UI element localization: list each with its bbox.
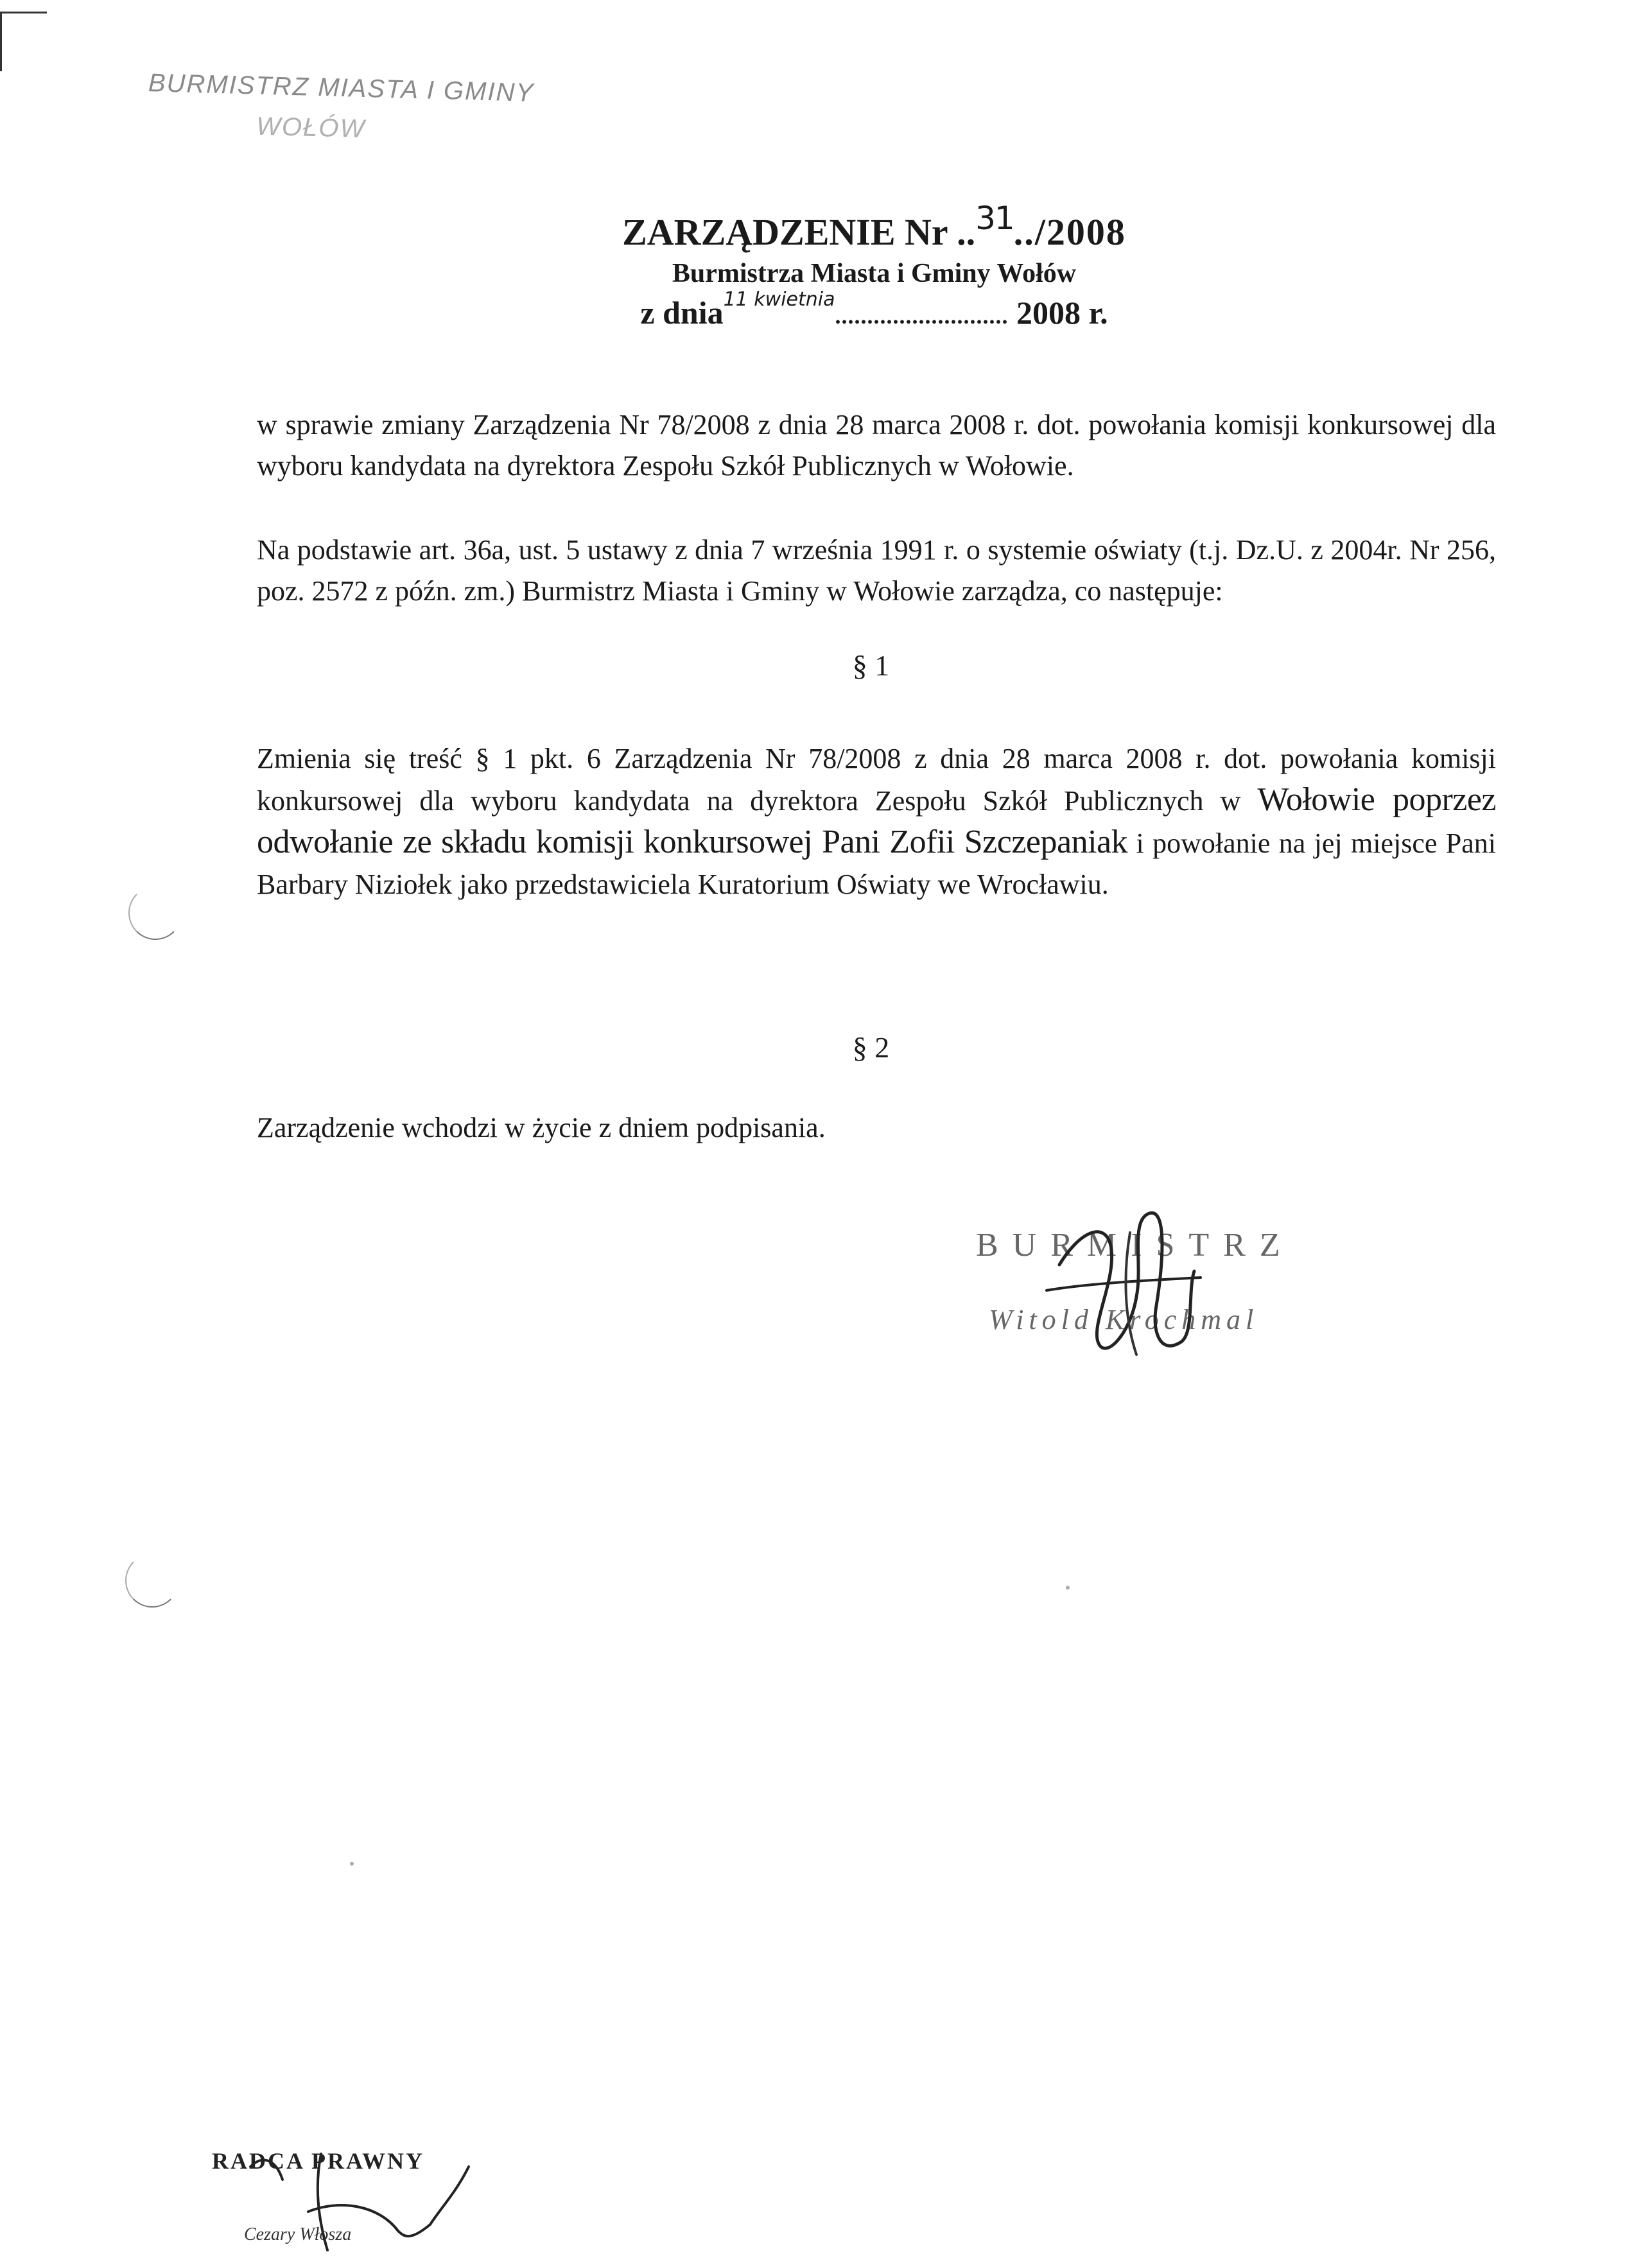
punch-hole-mark [125,1554,179,1608]
section-1-text-part1: Zmienia się treść § 1 pkt. 6 Zarządzenia Nr 78/2008 z dnia 28 marca 2008 r. dot. powołania komisji konkursowej dla wyboru kandydata na dyrektora Zespołu Szkół Publicznych w [257,743,1496,817]
section-2-heading: § 2 [852,1031,890,1064]
date-suffix: 2008 r. [1016,294,1108,331]
office-stamp-line2: WOŁÓW [256,112,366,144]
handwritten-signature [1034,1194,1226,1387]
document-date [96,288,1652,331]
section-2-paragraph: Zarządzenie wchodzi w życie z dniem podpisania. [257,1112,826,1143]
mayor-signature-block [976,1207,1335,1374]
document-title [96,200,1652,253]
signature-name: Witold Krochmal [989,1304,1259,1335]
scan-speck [1066,1586,1070,1590]
document-subtitle: Burmistrza Miasta i Gminy Wołów [672,258,1077,288]
legal-basis-paragraph: Na podstawie art. 36a, ust. 5 ustawy z dnia 7 września 1991 r. o systemie oświaty (t.j. Dz.U. z 2004r. Nr 256, poz. 2572 z późn. zm.) Burmistrz Miasta i Gminy w Wołowie zarządza, co następuje: [257,534,1496,607]
title-prefix: ZARZĄDZENIE Nr .. [622,211,976,253]
handwritten-number: 31 [975,200,1014,237]
date-prefix: z dnia [640,294,724,331]
signature-title: BURMISTRZ [976,1227,1294,1263]
section-1-text-part3: i powołanie na jej miejsce Pani Barbary Niziołek jako przedstawiciela Kuratorium Oświaty we Wrocławiu. [257,828,1497,900]
legal-advisor-signature [238,2128,494,2257]
section-1-text-part2: Wołowie poprzez odwołanie ze składu komisji konkursowej Pani Zofii Szczepaniak [257,781,1496,860]
legal-stamp-name: Cezary Włosza [244,2224,352,2244]
scan-border-artifact [0,12,47,71]
handwritten-date: 11 kwietnia [723,288,835,311]
section-1-heading: § 1 [852,649,890,682]
legal-advisor-stamp [212,2147,501,2263]
punch-hole-mark [128,886,182,940]
subject-paragraph: w sprawie zmiany Zarządzenia Nr 78/2008 z dnia 28 marca 2008 r. dot. powołania komisji konkursowej dla wyboru kandydata na dyrektora Zespołu Szkół Publicznych w Wołowie. [257,409,1496,481]
date-dots: ........................... [835,302,1009,329]
office-stamp [147,69,535,148]
scan-speck [350,1862,354,1866]
office-stamp-line1: BURMISTRZ MIASTA I GMINY [148,69,535,107]
document-header [0,200,1652,331]
title-suffix: ../2008 [1013,211,1126,253]
section-1-paragraph [257,738,1496,905]
legal-stamp-title: RADCA PRAWNY [212,2148,424,2174]
